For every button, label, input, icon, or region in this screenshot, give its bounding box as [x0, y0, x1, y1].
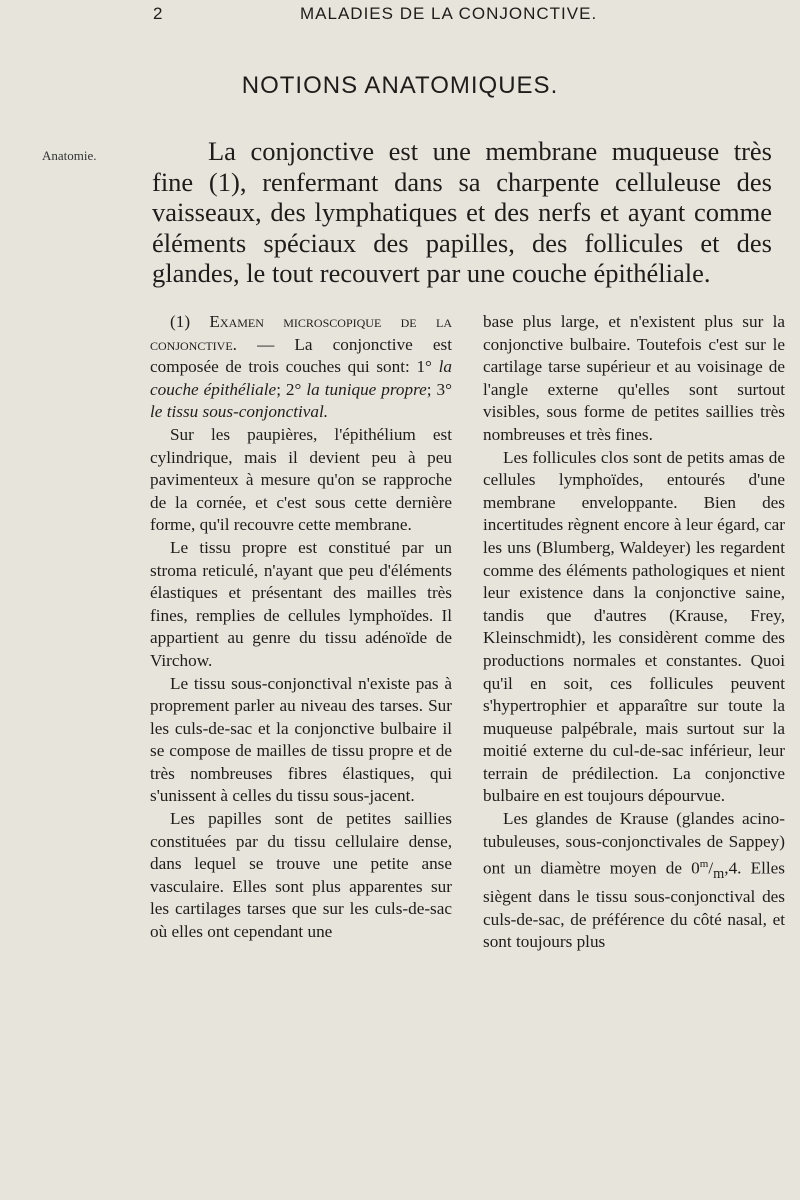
footnote-column-right [483, 311, 785, 954]
footnote-italic: la couche épithéliale [150, 357, 452, 399]
footnote-italic: le tissu sous-conjonctival. [150, 402, 329, 422]
footnote-paragraph [483, 808, 785, 954]
footnote-paragraph [150, 311, 452, 424]
intro-paragraph: La conjonctive est une membrane muqueuse très fine (1), renfermant dans sa charpente celluleuse des vaisseaux, des lymphatiques et des nerfs et ayant comme éléments spéciaux des papilles, des follicules et des glandes, le tout recouvert par une couche épithéliale. [152, 136, 772, 288]
footnote-text: Les glandes de Krause (glandes acino-tubuleuses, sous-conjonctivales de Sappey) ont un diamètre moyen de 0 [483, 809, 785, 878]
footnote-paragraph: Le tissu propre est constitué par un stroma reticulé, n'ayant que peu d'éléments élastiques et présentant des mailles très fines, remplies de cellules lymphoïdes. Il appartient au genre du tissu adénoïde de Virchow. [150, 537, 452, 670]
footnote-heading: Examen microscopique de la conjonctive. [150, 312, 452, 354]
section-title: NOTIONS ANATOMIQUES. [241, 72, 559, 99]
footnote-text: / [708, 858, 714, 878]
footnote-paragraph: base plus large, et n'existent plus sur la conjonctive bulbaire. Toutefois c'est sur le cartilage tarse supérieur et au voisinage de l'angle externe qu'elles sont surtout visibles, sous forme de petites saillies très nombreuses et très fines. [483, 312, 785, 444]
running-head [0, 4, 800, 28]
running-title: MALADIES DE LA CONJONCTIVE. [300, 4, 598, 23]
footnote-italic: la tunique propre [306, 379, 427, 399]
footnote-paragraph: Sur les paupières, l'épithélium est cylindrique, mais il devient peu à peu pavimenteux à mesure qu'on se rapproche de la cornée, et c'est sous cette dernière forme, qu'il recouvre cette membrane. [150, 424, 452, 535]
footnote-paragraph: Les follicules clos sont de petits amas de cellules lymphoïdes, entourés d'une membrane enveloppante. Bien des incertitudes règnent encore à leur égard, car les uns (Blumberg, Waldeyer) les regardent comme des éléments pathologiques et nient leur existence dans la conjonctive saine, tandis que d'autres (Krause, Frey, Kleinschmidt), les considèrent comme des productions normales et constantes. Quoi qu'il en soit, ces follicules peuvent s'hypertrophier et apparaître sur toute la muqueuse palpébrale, mais surtout sur la moitié externe du cul-de-sac inférieur, leur terrain de prédilection. La conjonctive bulbaire en est toujours dépourvue. [483, 447, 785, 806]
unit-sub: m [713, 866, 725, 883]
page-number: 2 [153, 4, 164, 23]
footnote-text: — La conjonctive est composée de trois couches qui sont: 1° [150, 334, 452, 377]
footnote-text: ; 3° [426, 379, 452, 399]
margin-note: Anatomie. [42, 148, 97, 163]
footnote-column-left [150, 311, 452, 944]
footnote-paragraph: Les papilles sont de petites saillies constituées par du tissu cellulaire dense, dans lequel se trouve une petite anse vasculaire. Elles sont plus apparentes sur les cartilages tarses que sur les culs-de-sac où elles ont cependant une [150, 809, 452, 942]
footnote-paragraph: Le tissu sous-conjonctival n'existe pas à proprement parler au niveau des tarses. Sur les culs-de-sac et la conjonctive bulbaire il se compose de mailles de tissu propre et de très nombreuses fibres élastiques, qui s'unissent à celles du tissu sous-jacent. [150, 673, 452, 806]
footnote-text: ; 2° [276, 379, 302, 399]
footnote-text: ,4. Elles siègent dans le tissu sous-conjonctival des culs-de-sac, de préférence du côté nasal, et sont toujours plus [483, 858, 785, 952]
unit-sup: m [699, 858, 709, 871]
footnote-number: (1) [170, 312, 191, 331]
